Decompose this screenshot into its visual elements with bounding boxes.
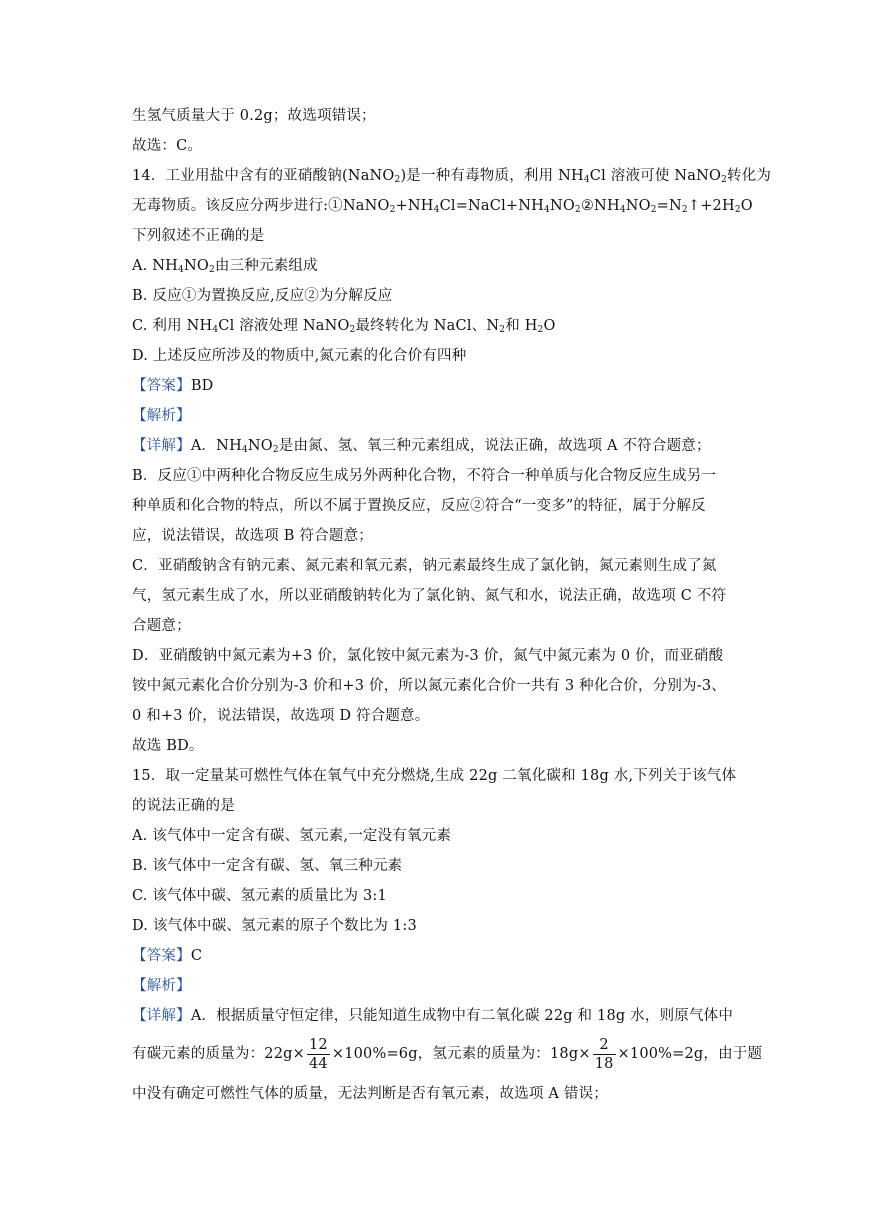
analysis-label: 【解析】 <box>132 408 191 424</box>
text: 由三种元素组成 <box>214 258 318 274</box>
text: A. 该气体中一定含有碳、氢元素,一定没有氧元素 <box>132 828 452 844</box>
text: =N <box>656 198 682 214</box>
subscript: 2 <box>721 175 727 185</box>
text: 有碳元素的质量为：22g× <box>132 1046 305 1062</box>
detail-label: 【详解】 <box>132 1008 191 1024</box>
text: B. 该气体中一定含有碳、氢、氧三种元素 <box>132 858 403 874</box>
subscript: 2 <box>389 205 396 215</box>
subscript: 2 <box>734 205 741 215</box>
analysis-heading <box>132 976 191 996</box>
text: 种单质和化合物的特点，所以不属于置换反应，反应②符合“一变多”的特征，属于分解反 <box>132 498 706 514</box>
subscript: 2 <box>574 205 581 215</box>
text: 气，氢元素生成了水，所以亚硝酸钠转化为了氯化钠、氮气和水，说法正确，故选项 C 不符 <box>132 588 727 604</box>
subscript: 4 <box>544 205 550 215</box>
text: +NH <box>395 198 434 214</box>
text: O <box>543 318 556 334</box>
text: 故选 BD。 <box>132 738 204 754</box>
numerator: 12 <box>308 1036 328 1053</box>
text-line <box>132 136 202 156</box>
answer-line <box>132 946 202 966</box>
text: B．反应①中两种化合物反应生成另外两种化合物，不符合一种单质与化合物反应生成另一 <box>132 468 717 484</box>
text: B. 反应①为置换反应,反应②为分解反应 <box>132 288 393 304</box>
question-14-stem <box>132 166 771 186</box>
text: 生氢气质量大于 0.2g；故选项错误； <box>132 108 376 124</box>
option-a <box>132 256 318 276</box>
formula-line <box>132 1034 762 1074</box>
text: A．NH <box>190 438 242 454</box>
subscript: 2 <box>681 205 688 215</box>
text: 0 和+3 价，说法错误，故选项 D 符合题意。 <box>132 708 430 724</box>
text-line <box>132 736 204 756</box>
text: 应，说法错误，故选项 B 符合题意； <box>132 528 373 544</box>
subscript: 2 <box>208 265 215 275</box>
text: 14．工业用盐中含有的亚硝酸钠(NaNO <box>132 168 395 184</box>
subscript: 2 <box>537 325 544 335</box>
answer-value: BD <box>190 378 214 394</box>
text: 下列叙述不正确的是 <box>132 228 265 244</box>
denominator: 18 <box>594 1055 614 1072</box>
detail-line <box>132 1006 733 1026</box>
answer-line <box>132 376 214 396</box>
text: NO <box>549 198 575 214</box>
text: 故选：C。 <box>132 138 203 154</box>
subscript: 4 <box>583 175 590 185</box>
subscript: 4 <box>241 445 248 455</box>
option-b <box>132 856 402 876</box>
text-line <box>132 646 723 666</box>
denominator: 44 <box>308 1055 328 1072</box>
text-line <box>132 496 706 516</box>
option-a <box>132 826 451 846</box>
analysis-heading <box>132 406 191 426</box>
question-14-reaction <box>132 196 753 216</box>
text: D. 上述反应所涉及的物质中,氮元素的化合价有四种 <box>132 348 467 364</box>
text-line <box>132 466 716 486</box>
text: 铵中氮元素化合价分别为-3 价和+3 价，所以氮元素化合价一共有 3 种化合价，分别为-3、 <box>132 678 726 694</box>
text: 无毒物质。该反应分两步进行:①NaNO <box>132 198 390 214</box>
option-c <box>132 886 387 906</box>
text: NO <box>183 258 209 274</box>
text: ↑+2H <box>687 198 735 214</box>
text: A．根据质量守恒定律，只能知道生成物中有二氧化碳 22g 和 18g 水，则原气体中 <box>190 1008 734 1024</box>
text: A. NH <box>132 258 179 274</box>
question-14-prompt <box>132 226 264 246</box>
subscript: 2 <box>650 205 657 215</box>
text: O <box>740 198 753 214</box>
option-d <box>132 346 466 366</box>
text: ×100%=6g，氢元素的质量为：18g× <box>331 1046 591 1062</box>
text: Cl 溶液可使 NaNO <box>589 168 722 184</box>
text: Cl 溶液处理 NaNO <box>218 318 350 334</box>
subscript: 2 <box>499 325 506 335</box>
subscript: 2 <box>349 325 356 335</box>
analysis-label: 【解析】 <box>132 978 191 994</box>
text-line <box>132 526 373 546</box>
fraction <box>307 1036 330 1073</box>
text: C. 利用 NH <box>132 318 213 334</box>
detail-line <box>132 436 711 456</box>
text: 和 H <box>505 318 538 334</box>
text: 是由氮、氢、氧三种元素组成，说法正确，故选项 A 不符合题意； <box>278 438 711 454</box>
question-15-stem <box>132 766 736 786</box>
option-c <box>132 316 556 336</box>
text-line <box>132 106 376 126</box>
text-line <box>132 676 726 696</box>
text: 15．取一定量某可燃性气体在氧气中充分燃烧,生成 22g 二氧化碳和 18g 水,下列关于该气体 <box>132 768 737 784</box>
text: ×100%=2g，由于题 <box>617 1046 763 1062</box>
numerator: 2 <box>599 1036 609 1053</box>
text: 最终转化为 NaCl、N <box>355 318 500 334</box>
text: 的说法正确的是 <box>132 798 235 814</box>
subscript: 4 <box>212 325 219 335</box>
text: D. 该气体中碳、氢元素的原子个数比为 1:3 <box>132 918 417 934</box>
text-line <box>132 706 429 726</box>
text: C．亚硝酸钠含有钠元素、氮元素和氧元素，钠元素最终生成了氯化钠，氮元素则生成了氮 <box>132 558 717 574</box>
option-b <box>132 286 392 306</box>
text: 中没有确定可燃性气体的质量，无法判断是否有氧元素，故选项 A 错误； <box>132 1086 608 1102</box>
text: Cl=NaCl+NH <box>439 198 544 214</box>
option-d <box>132 916 417 936</box>
text: NO <box>625 198 651 214</box>
text: C. 该气体中碳、氢元素的质量比为 3:1 <box>132 888 387 904</box>
subscript: 4 <box>178 265 184 275</box>
subscript: 2 <box>394 175 401 185</box>
text: NO <box>247 438 273 454</box>
subscript: 4 <box>433 205 440 215</box>
answer-label: 【答案】 <box>132 378 191 394</box>
fraction <box>593 1036 616 1073</box>
text: 合题意； <box>132 618 191 634</box>
text-line <box>132 586 726 606</box>
detail-label: 【详解】 <box>132 438 191 454</box>
question-15-prompt <box>132 796 235 816</box>
answer-label: 【答案】 <box>132 948 191 964</box>
text: ②NH <box>580 198 620 214</box>
text-line <box>132 1084 608 1104</box>
text-line <box>132 616 191 636</box>
answer-value: C <box>190 948 203 964</box>
subscript: 2 <box>272 445 279 455</box>
text: )是一种有毒物质，利用 NH <box>400 168 584 184</box>
text-line <box>132 556 717 576</box>
text: 转化为 <box>727 168 772 184</box>
text: D．亚硝酸钠中氮元素为+3 价，氯化铵中氮元素为-3 价，氮气中氮元素为 0 价，而亚硝酸 <box>132 648 724 664</box>
subscript: 4 <box>619 205 626 215</box>
